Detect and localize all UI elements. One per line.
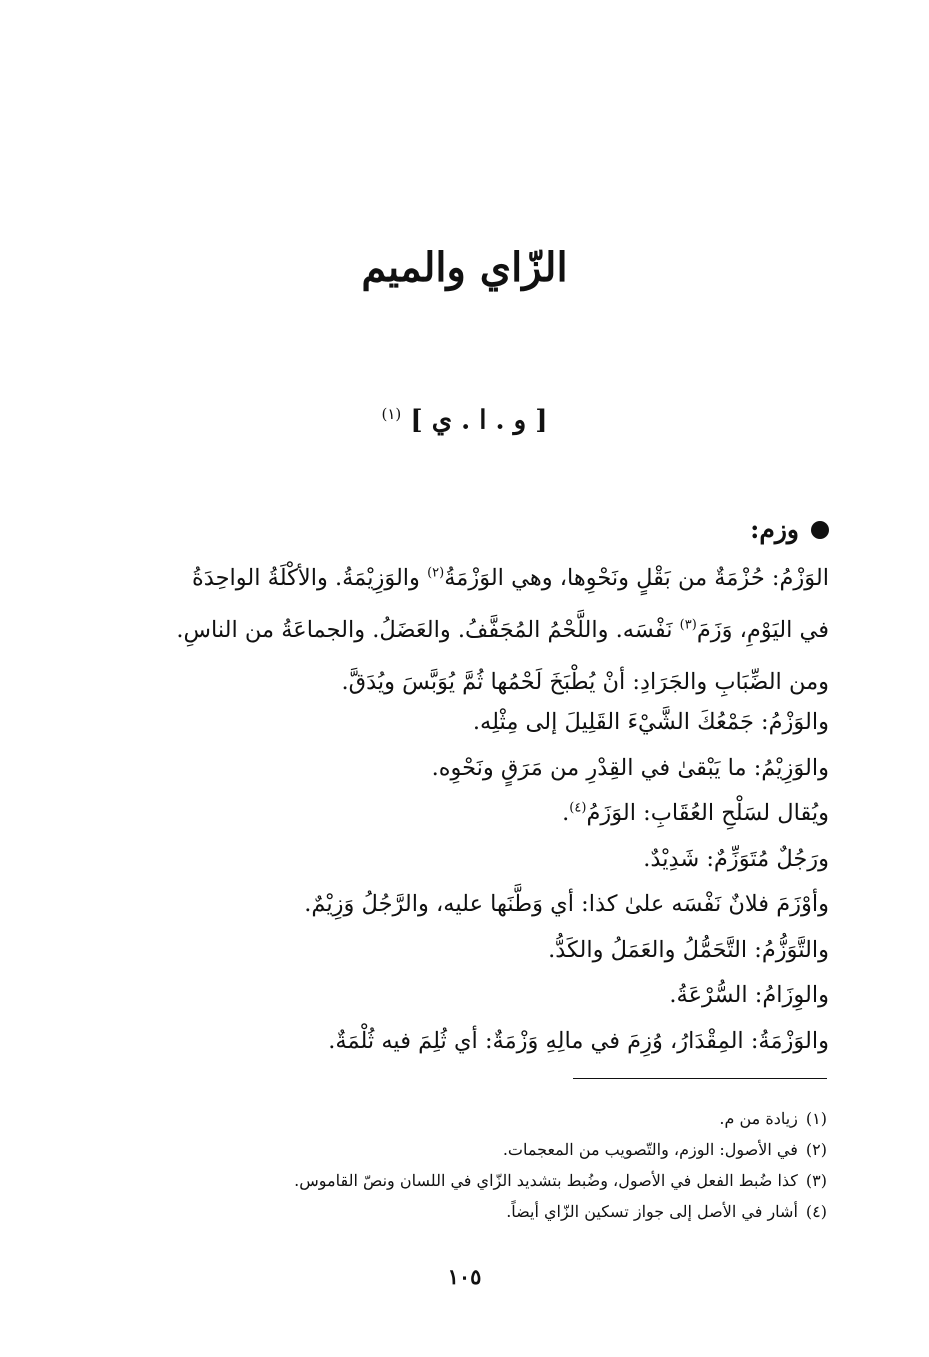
footnotes (87, 1103, 827, 1227)
entry-headword (750, 510, 829, 550)
line-text-after: نَفْسَه. واللَّحْمُ المُجَفَّفُ. والعَضَلُ. والجماعَةُ من الناسِ. (176, 617, 680, 643)
footnote-text: زيادة من م. (719, 1109, 798, 1128)
root-heading (0, 392, 929, 443)
line-text: ومن الضِّبَابِ والجَرَادِ: أنْ يُطْبَخَ لَحْمُها ثُمَّ يُوَبَّسَ ويُدَقَّ. (341, 669, 829, 695)
definition-line (109, 973, 829, 1019)
definition-line (109, 746, 829, 792)
intro-line (89, 604, 829, 656)
footnote-text: أشار في الأصل إلى جواز تسكين الزّاي أيضاً. (506, 1202, 798, 1221)
footnote-number: (٣) (805, 1171, 827, 1190)
line-text: والوَزْمُ: جَمْعُكَ الشَّيْءَ القَلِيلَ إلى مِثْلِه. (472, 709, 829, 735)
definition-line (109, 791, 829, 837)
footnote-divider (573, 1078, 827, 1079)
entry-intro (89, 552, 829, 708)
line-text: الوَزْمُ: حُزْمَةٌ من بَقْلٍ ونَحْوِها، وهي الوَزْمَةُ (444, 565, 829, 591)
footnote-item (87, 1165, 827, 1196)
line-text-after: والوَزِيْمَةُ. والأكْلَةُ الواحِدَةُ (192, 565, 428, 591)
line-text: ويُقال لسَلْحِ العُقَابِ: الوَزَمُ (586, 800, 829, 826)
footnote-item (87, 1103, 827, 1134)
chapter-title: الزّاي والميم (361, 244, 568, 291)
line-text: ورَجُلٌ مُتَوَزِّمٌ: شَدِيْدٌ. (643, 845, 829, 872)
footnote-ref: (١) (381, 405, 402, 423)
definition-line (109, 882, 829, 928)
root-letters: [ و . ا . ي ] (410, 405, 548, 436)
definitions-list (109, 700, 829, 1064)
bullet-icon (811, 521, 829, 539)
line-text: والوِزَامُ: السُّرْعَةُ. (669, 982, 829, 1008)
footnote-text: كذا ضُبط الفعل في الأصول، وضُبط بتشديد الزّاي في اللسان ونصّ القاموس. (294, 1171, 798, 1190)
page-number: ١٠٥ (447, 1264, 482, 1289)
footnote-item (87, 1196, 827, 1227)
definition-line (109, 1019, 829, 1065)
footnote-number: (٢) (805, 1140, 827, 1159)
intro-line (89, 552, 829, 604)
footnote-ref: (٢) (427, 565, 445, 581)
line-text-after: . (562, 800, 570, 826)
footnote-ref: (٤) (569, 800, 587, 816)
definition-line (109, 837, 829, 883)
footnote-item (87, 1134, 827, 1165)
definition-line (109, 928, 829, 974)
line-text: وأوْزَمَ فلانٌ نَفْسَه علىٰ كذا: أي وَطَّنَها عليه، والرَّجُلُ وَزِيْمٌ. (304, 891, 829, 917)
line-text: والوَزِيْمُ: ما يَبْقىٰ في القِدْرِ من مَرَقٍ ونَحْوِه. (431, 754, 829, 781)
line-text: والوَزْمَةُ: المِقْدَارُ، وُزِمَ في مالِهِ وَزْمَةٌ: أي ثُلِمَ فيه ثُلْمَةٌ. (328, 1027, 829, 1054)
definition-line (109, 700, 829, 746)
footnote-number: (١) (805, 1109, 827, 1128)
line-text: في اليَوْمِ، وَزَمَ (696, 617, 829, 643)
footnote-number: (٤) (805, 1202, 827, 1221)
footnote-text: في الأصول: الوزم، والتّصويب من المعجمات. (502, 1140, 798, 1159)
footnote-ref: (٣) (679, 617, 697, 633)
line-text: والتَّوَزُّمُ: التَّحَمُّلُ والعَمَلُ والكَدُّ. (548, 936, 829, 963)
headword-text: وزم: (750, 515, 799, 544)
